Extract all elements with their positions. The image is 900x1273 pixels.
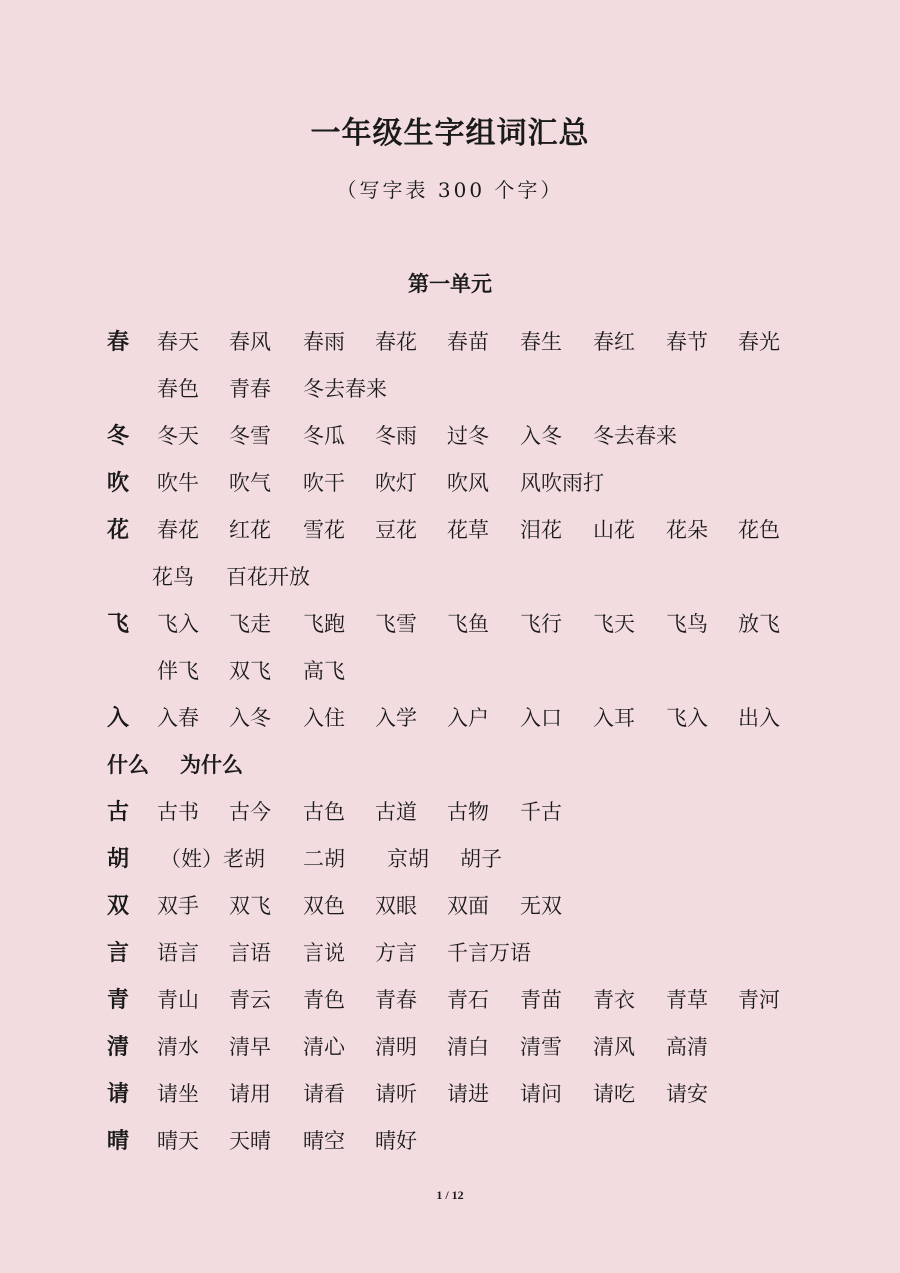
compound-word: 请进 [447,1082,489,1106]
compound-word: 春生 [520,330,562,354]
compound-word: 言说 [303,941,345,965]
compound-word: 高飞 [303,659,345,683]
compound-word: 红花 [229,518,271,542]
compound-word: 青春 [375,988,417,1012]
compound-word: 清心 [303,1035,345,1059]
compound-word: 飞雪 [375,612,417,636]
compound-word: 吹牛 [157,471,199,495]
compound-word: 请问 [520,1082,562,1106]
compound-word: 伴飞 [157,659,199,683]
compound-word: 入住 [303,706,345,730]
compound-word: 春天 [157,330,199,354]
compound-word: 泪花 [520,518,562,542]
compound-word: 飞鸟 [666,612,708,636]
compound-word: 请吃 [593,1082,635,1106]
headword-char: 清 [107,1034,130,1060]
compound-word: 请用 [229,1082,271,1106]
headword-char: 入 [107,705,130,731]
compound-word: 双手 [157,894,199,918]
page-number: 1 / 12 [436,1188,464,1202]
compound-word: 青石 [447,988,489,1012]
compound-word: 晴天 [157,1129,199,1153]
word-row [0,839,900,879]
compound-word: 冬去春来 [593,424,677,448]
word-row [0,604,900,644]
compound-word: 京胡 [387,847,429,871]
word-row [0,322,900,362]
compound-word: 青色 [303,988,345,1012]
compound-word: 飞天 [593,612,635,636]
compound-word: 吹干 [303,471,345,495]
word-row [0,651,900,691]
compound-word: 春雨 [303,330,345,354]
compound-word: 冬雨 [375,424,417,448]
compound-word: 春风 [229,330,271,354]
compound-word: 春花 [157,518,199,542]
compound-word: 飞走 [229,612,271,636]
compound-word: 春光 [738,330,780,354]
compound-word: 山花 [593,518,635,542]
compound-word: 方言 [375,941,417,965]
word-row [0,557,900,597]
compound-word: 清明 [375,1035,417,1059]
compound-word: 二胡 [303,847,345,871]
compound-word: 请看 [303,1082,345,1106]
headword-char: 青 [107,987,130,1013]
phrase-word: 为什么 [180,752,243,777]
headword-char: 古 [107,799,130,825]
compound-word: 春苗 [447,330,489,354]
page-subtitle: （写字表 300 个字） [336,178,564,202]
compound-word: 冬去春来 [303,377,387,401]
word-row [0,1074,900,1114]
compound-word: 古色 [303,800,345,824]
headword-char: 吹 [107,470,130,496]
headword-char: 冬 [107,423,130,449]
compound-word: 飞鱼 [447,612,489,636]
headword-char: 花 [107,517,130,543]
word-row [0,463,900,503]
compound-word: 入春 [157,706,199,730]
headword-char: 双 [107,893,130,919]
compound-word: 入冬 [229,706,271,730]
compound-word: 清白 [447,1035,489,1059]
compound-word: 青春 [229,377,271,401]
compound-word: 入口 [520,706,562,730]
compound-word: （姓）老胡 [160,847,265,871]
compound-word: 花草 [447,518,489,542]
compound-word: 飞行 [520,612,562,636]
compound-word: 花鸟 [152,565,194,589]
word-row [0,416,900,456]
compound-word: 春节 [666,330,708,354]
compound-word: 出入 [738,706,780,730]
word-row [0,886,900,926]
compound-word: 百花开放 [226,565,310,589]
compound-word: 飞入 [157,612,199,636]
headword-char: 胡 [107,846,130,872]
word-row [0,1121,900,1161]
word-row [0,792,900,832]
compound-word: 请听 [375,1082,417,1106]
compound-word: 飞入 [666,706,708,730]
compound-word: 青山 [157,988,199,1012]
compound-word: 晴好 [375,1129,417,1153]
compound-word: 入户 [447,706,489,730]
compound-word: 过冬 [447,424,489,448]
compound-word: 天晴 [229,1129,271,1153]
compound-word: 胡子 [460,847,502,871]
compound-word: 雪花 [303,518,345,542]
compound-word: 高清 [666,1035,708,1059]
compound-word: 清雪 [520,1035,562,1059]
compound-word: 春色 [157,377,199,401]
word-row [0,980,900,1020]
word-row [0,698,900,738]
compound-word: 双色 [303,894,345,918]
compound-word: 无双 [520,894,562,918]
compound-word: 飞跑 [303,612,345,636]
compound-word: 古今 [229,800,271,824]
compound-word: 千言万语 [447,941,531,965]
compound-word: 吹风 [447,471,489,495]
word-row [0,510,900,550]
compound-word: 青苗 [520,988,562,1012]
compound-word: 晴空 [303,1129,345,1153]
compound-word: 吹灯 [375,471,417,495]
compound-word: 风吹雨打 [520,471,604,495]
headword-char: 飞 [107,611,130,637]
compound-word: 清早 [229,1035,271,1059]
compound-word: 冬雪 [229,424,271,448]
compound-word: 入冬 [520,424,562,448]
compound-word: 千古 [520,800,562,824]
compound-word: 花朵 [666,518,708,542]
headword-char: 春 [107,329,130,355]
compound-word: 古书 [157,800,199,824]
compound-word: 吹气 [229,471,271,495]
compound-word: 冬瓜 [303,424,345,448]
compound-word: 请安 [666,1082,708,1106]
compound-word: 语言 [157,941,199,965]
compound-word: 双面 [447,894,489,918]
compound-word: 豆花 [375,518,417,542]
compound-word: 古道 [375,800,417,824]
compound-word: 青草 [666,988,708,1012]
compound-word: 清水 [157,1035,199,1059]
compound-word: 双飞 [229,894,271,918]
word-row [0,1027,900,1067]
headword-char: 晴 [107,1128,130,1154]
compound-word: 入学 [375,706,417,730]
compound-word: 青云 [229,988,271,1012]
page-title: 一年级生字组词汇总 [310,116,590,151]
compound-word: 双飞 [229,659,271,683]
compound-word: 入耳 [593,706,635,730]
phrase-word: 什么 [107,752,149,777]
compound-word: 青衣 [593,988,635,1012]
word-row [0,369,900,409]
compound-word: 春花 [375,330,417,354]
compound-word: 花色 [738,518,780,542]
unit-heading: 第一单元 [408,271,492,296]
compound-word: 春红 [593,330,635,354]
headword-char: 请 [107,1081,130,1107]
compound-word: 双眼 [375,894,417,918]
compound-word: 放飞 [738,612,780,636]
phrase-row [0,745,900,785]
compound-word: 古物 [447,800,489,824]
headword-char: 言 [107,940,130,966]
word-row [0,933,900,973]
compound-word: 冬天 [157,424,199,448]
compound-word: 青河 [738,988,780,1012]
compound-word: 言语 [229,941,271,965]
compound-word: 请坐 [157,1082,199,1106]
compound-word: 清风 [593,1035,635,1059]
